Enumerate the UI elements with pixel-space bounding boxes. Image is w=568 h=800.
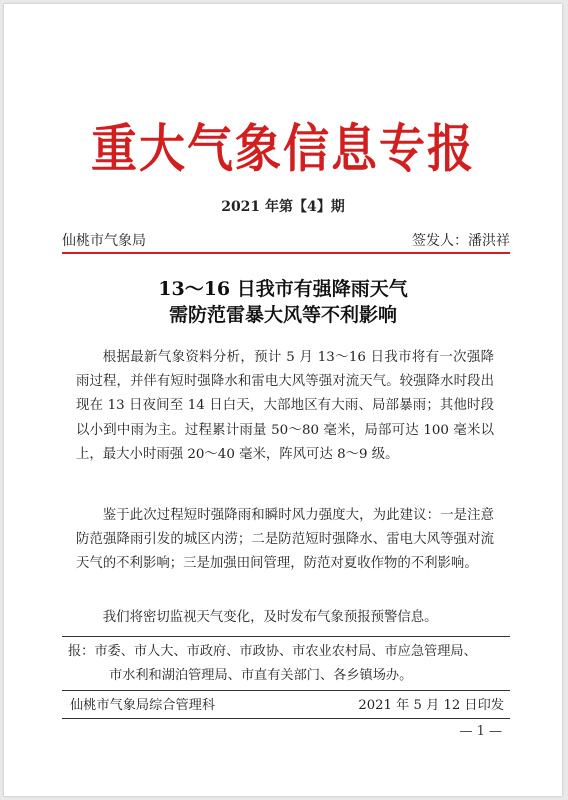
red-divider [62, 252, 510, 254]
footer-date: 2021 年 5 月 12 日印发 [358, 698, 504, 713]
body-paragraph-3 [76, 606, 494, 630]
paragraph-text: 根据最新气象资料分析，预计 5 月 13～16 日我市将有一次强降雨过程，并伴有短时强降水和雷电大风等强对流天气。较强降水时段出现在 13 日夜间至 14 日白天，大部地区有大雨、局部暴雨；其他时段以小到中雨为主。过程累计雨量 50～80 毫米，局部可达 100 毫米以上，最大小时雨强 20～40 毫米，阵风可达 8～9 级。 [76, 350, 494, 462]
body-paragraph-2 [76, 504, 494, 577]
issue-number: 2021 年第【4】期 [221, 199, 345, 215]
issuer-row [62, 230, 510, 252]
body-paragraph-1 [76, 346, 494, 467]
divider-top [62, 636, 510, 637]
title-line-1: 13～16 日我市有强降雨天气 [158, 278, 408, 300]
issuer-name: 仙桃市气象局 [62, 233, 146, 249]
document-title [4, 276, 562, 328]
page-number: — 1 — [459, 724, 502, 739]
footer-office: 仙桃市气象局综合管理科 [70, 698, 216, 713]
masthead-title: 重大气象信息专报 [91, 118, 475, 179]
paragraph-text: 我们将密切监视天气变化，及时发布气象预报预警信息。 [102, 610, 438, 625]
paragraph-text: 鉴于此次过程短时强降雨和瞬时风力强度大，为此建议：一是注意防范强降雨引发的城区内涝；二是防范短时强降水、雷电大风等强对流天气的不利影响；三是加强田间管理，防范对夏收作物的不利影响。 [76, 508, 494, 572]
distribution-label: 报： [68, 644, 95, 659]
distribution-list [68, 640, 488, 688]
distribution-line-1 [68, 640, 488, 664]
divider-middle [62, 690, 510, 691]
distribution-recipients-1: 市委、市人大、市政府、市政协、市农业农村局、市应急管理局、 [94, 644, 477, 659]
divider-bottom [62, 718, 510, 719]
signer-name: 签发人：潘洪祥 [412, 233, 510, 249]
distribution-recipients-2: 市水利和湖泊管理局、市直有关部门、各乡镇场办。 [109, 668, 413, 683]
title-line-2: 需防范雷暴大风等不利影响 [168, 304, 397, 326]
document-page [4, 4, 562, 796]
